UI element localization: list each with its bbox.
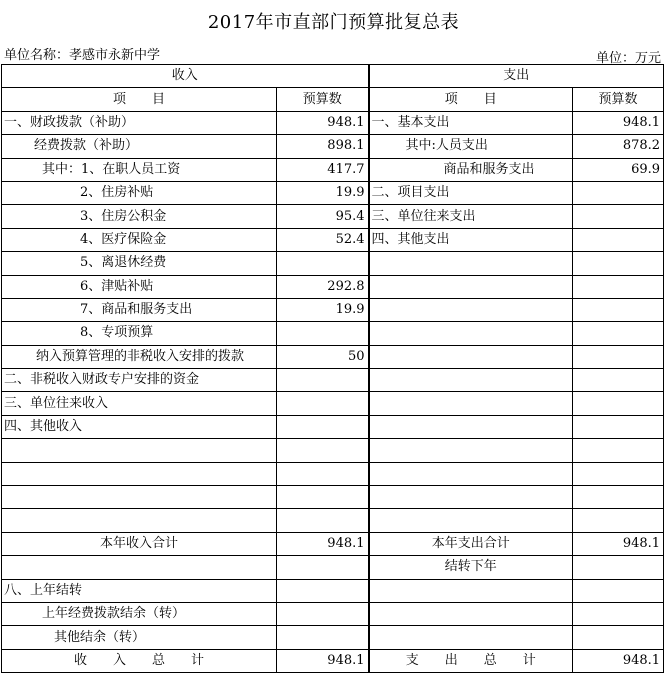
table-row (2, 298, 664, 321)
expense-value-cell (573, 556, 664, 579)
expense-item-cell (369, 252, 573, 275)
expense-value-cell (573, 252, 664, 275)
income-item-cell: 4、医疗保险金 (2, 228, 277, 251)
table-row (2, 158, 664, 181)
income-item-cell: 7、商品和服务支出 (2, 298, 277, 321)
table-row (2, 556, 664, 579)
income-value-cell (277, 415, 369, 438)
expense-item-cell (369, 275, 573, 298)
expense-value-cell (573, 486, 664, 509)
expense-value-cell (573, 392, 664, 415)
expense-item-cell (369, 322, 573, 345)
income-value-cell (277, 369, 369, 392)
income-item-cell: 纳入预算管理的非税收入安排的拨款 (2, 345, 277, 368)
table-row (2, 135, 664, 158)
unit-name-label: 单位名称：孝感市永新中学 (4, 48, 161, 63)
expense-value-cell (573, 205, 664, 228)
table-row (2, 392, 664, 415)
expense-item-cell: 支 出 总 计 (369, 649, 573, 672)
income-value-cell (277, 509, 369, 532)
expense-value-cell (573, 602, 664, 625)
income-item-cell: 一、财政拨款（补助） (2, 111, 277, 134)
expense-item-cell: 商品和服务支出 (369, 158, 573, 181)
expense-item-cell: 结转下年 (369, 556, 573, 579)
expense-item-header: 项 目 (369, 88, 573, 111)
table-row (2, 205, 664, 228)
income-item-cell: 5、离退休经费 (2, 252, 277, 275)
unit-measure-label: 单位：万元 (595, 51, 661, 66)
table-row (2, 369, 664, 392)
income-value-cell (277, 579, 369, 602)
income-value-cell (277, 439, 369, 462)
income-item-cell: 二、非税收入财政专户安排的资金 (2, 369, 277, 392)
expense-item-cell: 一、基本支出 (369, 111, 573, 134)
expense-item-cell (369, 415, 573, 438)
income-item-cell: 2、住房补贴 (2, 181, 277, 204)
expense-item-cell: 本年支出合计 (369, 532, 573, 555)
income-item-cell: 8、专项预算 (2, 322, 277, 345)
table-row (2, 111, 664, 134)
income-value-cell: 417.7 (277, 158, 369, 181)
table-row (2, 509, 664, 532)
expense-item-cell (369, 462, 573, 485)
expense-value-cell (573, 345, 664, 368)
table-row (2, 532, 664, 555)
income-item-cell: 上年经费拨款结余（转） (2, 602, 277, 625)
expense-value-cell: 878.2 (573, 135, 664, 158)
income-value-cell (277, 626, 369, 649)
table-row (2, 602, 664, 625)
expense-value-cell (573, 509, 664, 532)
expense-item-cell (369, 579, 573, 602)
income-item-cell: 其中：1、在职人员工资 (2, 158, 277, 181)
table-row (2, 275, 664, 298)
expense-item-cell: 四、其他支出 (369, 228, 573, 251)
income-value-cell: 95.4 (277, 205, 369, 228)
income-value-cell (277, 486, 369, 509)
income-value-cell (277, 252, 369, 275)
table-row (2, 439, 664, 462)
income-value-cell: 50 (277, 345, 369, 368)
income-item-cell: 其他结余（转） (2, 626, 277, 649)
expense-value-cell (573, 322, 664, 345)
table-row (2, 649, 664, 672)
expense-value-cell (573, 626, 664, 649)
expense-item-cell (369, 345, 573, 368)
income-value-cell: 898.1 (277, 135, 369, 158)
section-header-row (2, 65, 664, 88)
income-value-cell: 19.9 (277, 181, 369, 204)
income-item-cell: 6、津贴补贴 (2, 275, 277, 298)
expense-value-cell (573, 228, 664, 251)
expense-item-cell (369, 602, 573, 625)
expense-header: 支出 (369, 65, 664, 88)
income-item-header: 项 目 (2, 88, 277, 111)
income-item-cell: 八、上年结转 (2, 579, 277, 602)
table-row (2, 181, 664, 204)
income-item-cell (2, 462, 277, 485)
expense-item-cell (369, 392, 573, 415)
expense-item-cell: 其中:人员支出 (369, 135, 573, 158)
expense-value-cell (573, 275, 664, 298)
income-item-cell: 三、单位往来收入 (2, 392, 277, 415)
table-row (2, 579, 664, 602)
income-value-cell: 19.9 (277, 298, 369, 321)
income-item-cell: 3、住房公积金 (2, 205, 277, 228)
income-item-cell (2, 439, 277, 462)
expense-item-cell (369, 509, 573, 532)
expense-value-cell (573, 369, 664, 392)
expense-value-cell (573, 439, 664, 462)
income-value-cell (277, 462, 369, 485)
income-header: 收入 (2, 65, 369, 88)
income-value-cell: 52.4 (277, 228, 369, 251)
table-row (2, 486, 664, 509)
expense-value-cell (573, 415, 664, 438)
expense-item-cell (369, 486, 573, 509)
income-value-cell: 948.1 (277, 532, 369, 555)
expense-item-cell: 二、项目支出 (369, 181, 573, 204)
income-value-cell (277, 392, 369, 415)
expense-item-cell (369, 439, 573, 462)
income-value-cell (277, 556, 369, 579)
expense-value-cell (573, 579, 664, 602)
income-value-cell (277, 602, 369, 625)
expense-item-cell (369, 298, 573, 321)
income-value-cell: 292.8 (277, 275, 369, 298)
page-title: 2017年市直部门预算批复总表 (207, 12, 460, 33)
income-item-cell (2, 509, 277, 532)
table-row (2, 462, 664, 485)
income-value-cell: 948.1 (277, 649, 369, 672)
income-item-cell: 收 入 总 计 (2, 649, 277, 672)
expense-value-cell (573, 298, 664, 321)
income-value-cell (277, 322, 369, 345)
table-row (2, 228, 664, 251)
expense-value-cell (573, 181, 664, 204)
expense-budget-header: 预算数 (573, 88, 664, 111)
expense-item-cell: 三、单位往来支出 (369, 205, 573, 228)
income-value-cell: 948.1 (277, 111, 369, 134)
table-row (2, 415, 664, 438)
income-item-cell: 经费拨款（补助） (2, 135, 277, 158)
expense-value-cell: 948.1 (573, 532, 664, 555)
table-row (2, 345, 664, 368)
expense-value-cell: 69.9 (573, 158, 664, 181)
expense-value-cell: 948.1 (573, 111, 664, 134)
table-row (2, 626, 664, 649)
income-item-cell (2, 556, 277, 579)
column-header-row (2, 88, 664, 111)
table-row (2, 322, 664, 345)
income-budget-header: 预算数 (277, 88, 369, 111)
income-item-cell: 四、其他收入 (2, 415, 277, 438)
table-row (2, 252, 664, 275)
expense-item-cell (369, 369, 573, 392)
expense-value-cell: 948.1 (573, 649, 664, 672)
income-item-cell: 本年收入合计 (2, 532, 277, 555)
expense-item-cell (369, 626, 573, 649)
budget-table (1, 64, 664, 673)
income-item-cell (2, 486, 277, 509)
expense-value-cell (573, 462, 664, 485)
